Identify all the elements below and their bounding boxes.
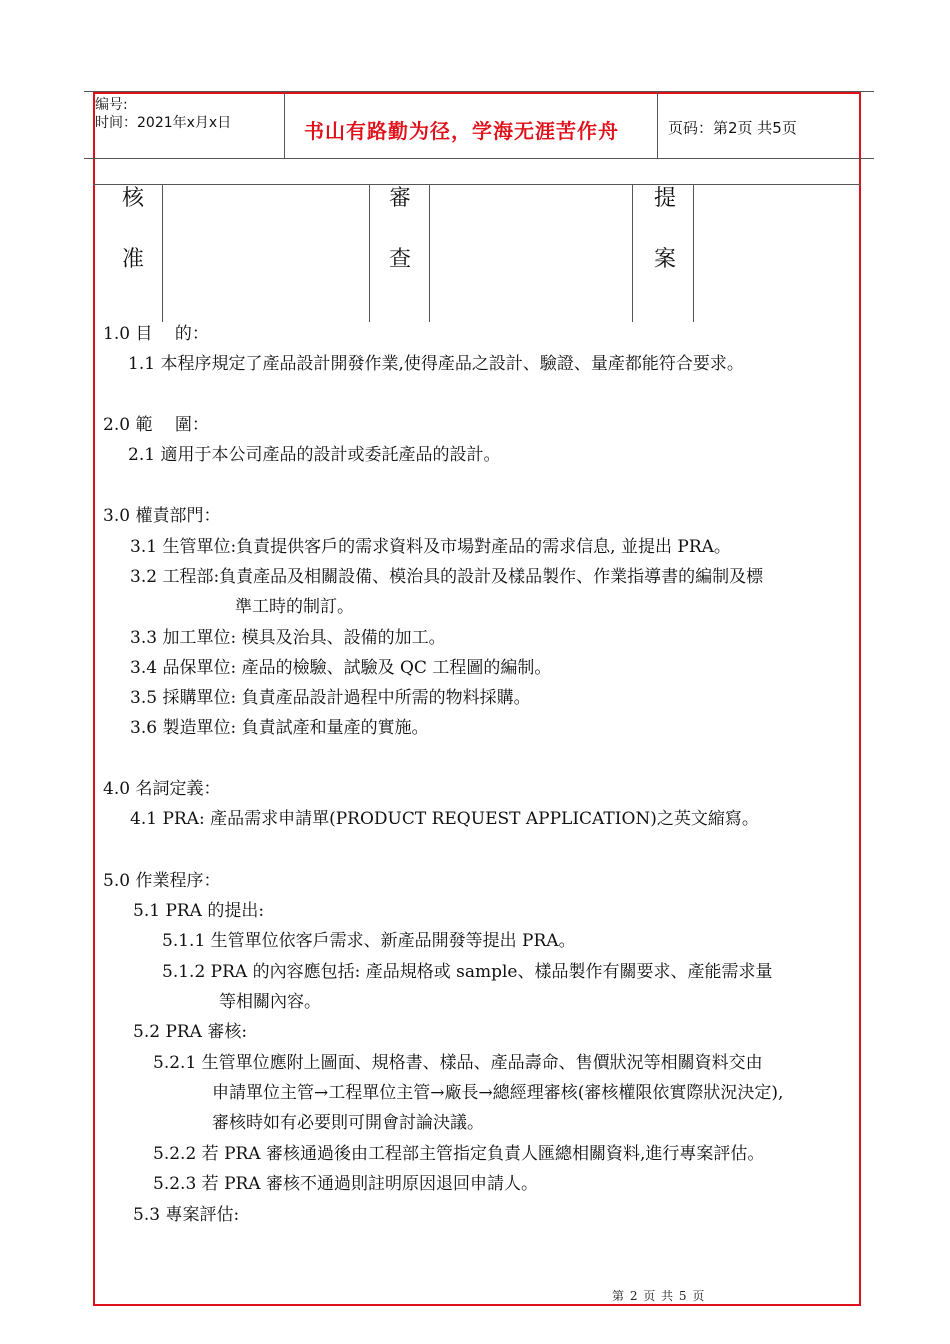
section-5-2-1: 5.2.1 生管單位應附上圖面、規格書、樣品、產品壽命、售價狀況等相關資料交由: [153, 1053, 763, 1073]
page-footer: 第 2 页 共 5 页: [612, 1289, 706, 1303]
section-3-4: 3.4 品保單位: 產品的檢驗、試驗及 QC 工程圖的編制。: [130, 658, 552, 678]
section-5-1: 5.1 PRA 的提出:: [133, 901, 265, 921]
section-3-2-cont: 準工時的制訂。: [235, 597, 354, 617]
section-3-title: 3.0 權責部門：: [103, 506, 221, 526]
review-char-1: 審: [388, 186, 411, 211]
section-5-1-2: 5.1.2 PRA 的內容應包括: 產品規格或 sample、樣品製作有關要求、產能需求量: [162, 962, 773, 982]
section-5-title: 5.0 作業程序：: [103, 871, 221, 891]
page-info: 页码：第2页 共5页: [668, 119, 797, 137]
approve-char-2: 准: [121, 247, 144, 272]
section-4-1: 4.1 PRA: 產品需求申請單(PRODUCT REQUEST APPLICATION)之英文縮寫。: [130, 809, 759, 829]
section-5-2: 5.2 PRA 審核:: [133, 1022, 248, 1042]
section-2-title: 2.0 範 圍：: [103, 415, 209, 435]
section-3-2: 3.2 工程部:負責產品及相關設備、模治具的設計及樣品製作、作業指導書的編制及標: [130, 567, 764, 587]
section-4-title: 4.0 名詞定義：: [103, 779, 221, 799]
section-5-1-2-cont: 等相關內容。: [219, 992, 321, 1012]
section-2-1: 2.1 適用于本公司產品的設計或委託產品的設計。: [128, 445, 501, 465]
section-5-2-1-cont2: 審核時如有必要則可開會討論決議。: [212, 1113, 484, 1133]
review-char-2: 查: [388, 247, 411, 272]
section-5-3: 5.3 專案評估:: [133, 1205, 240, 1225]
section-3-5: 3.5 採購單位: 負責產品設計過程中所需的物料採購。: [130, 688, 531, 708]
section-1-1: 1.1 本程序規定了產品設計開發作業,使得產品之設計、驗證、量產都能符合要求。: [128, 354, 744, 374]
section-5-2-3: 5.2.3 若 PRA 審核不通過則註明原因退回申請人。: [153, 1174, 538, 1194]
section-3-3: 3.3 加工單位: 模具及治具、設備的加工。: [130, 628, 446, 648]
motto-title: 书山有路勤为径，学海无涯苦作舟: [304, 119, 619, 143]
section-3-6: 3.6 製造單位: 負責試產和量產的實施。: [130, 718, 429, 738]
propose-char-1: 提: [653, 186, 676, 211]
approve-char-1: 核: [121, 186, 144, 211]
date-label: 时间：2021年x月x日: [95, 115, 232, 131]
section-5-1-1: 5.1.1 生管單位依客戶需求、新產品開發等提出 PRA。: [162, 931, 576, 951]
section-5-2-2: 5.2.2 若 PRA 審核通過後由工程部主管指定負責人匯總相關資料,進行專案評估。: [153, 1144, 765, 1164]
section-1-title: 1.0 目 的：: [103, 324, 209, 344]
serial-label: 编号:: [95, 97, 128, 113]
section-5-2-1-cont1: 申請單位主管→工程單位主管→廠長→總經理審核(審核權限依實際狀況決定),: [212, 1083, 784, 1103]
section-3-1: 3.1 生管單位:負責提供客戶的需求資料及市場對產品的需求信息, 並提出 PRA。: [130, 537, 731, 557]
propose-char-2: 案: [653, 247, 676, 272]
